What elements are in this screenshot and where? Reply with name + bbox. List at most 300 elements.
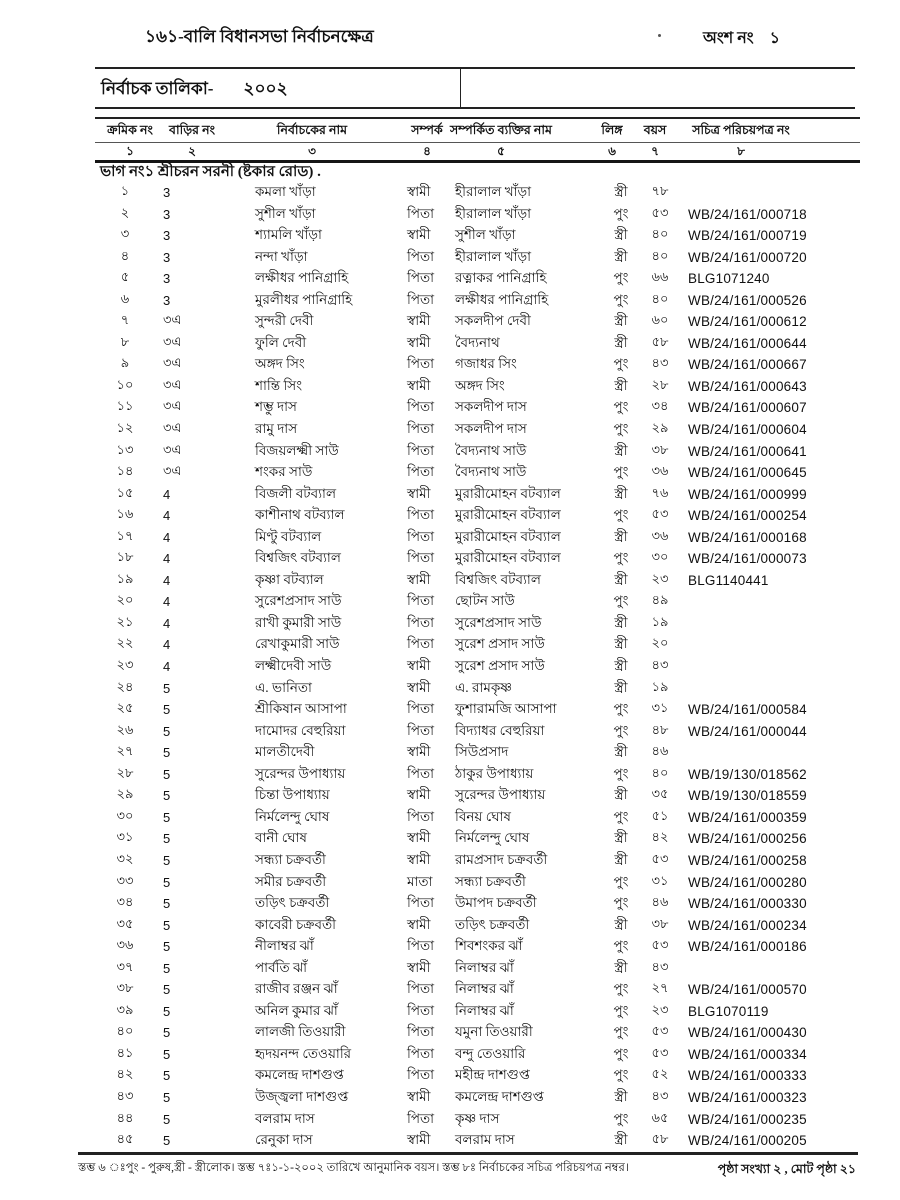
house-number-cell: 5 bbox=[163, 702, 171, 718]
age-cell: ৪০ bbox=[651, 226, 669, 242]
voter-row bbox=[95, 655, 860, 677]
epic-number-cell: WB/19/130/018559 bbox=[688, 788, 807, 804]
relative-name-cell: মুরারীমোহন বটব্যাল bbox=[455, 528, 561, 544]
relation-cell: স্বামী bbox=[407, 313, 431, 329]
serial-cell: ১৩ bbox=[116, 441, 134, 457]
voter-row bbox=[95, 181, 860, 203]
house-number-cell: 5 bbox=[163, 1133, 171, 1149]
house-number-cell: 3 bbox=[163, 228, 171, 244]
serial-cell: ৩৪ bbox=[116, 894, 134, 910]
relative-name-cell: বৈদ্যনাথ সাউ bbox=[455, 464, 527, 480]
sex-cell: পুং bbox=[613, 507, 629, 523]
relative-name-cell: বিশ্বজিৎ বটব্যাল bbox=[455, 571, 541, 587]
sex-cell: পুং bbox=[613, 291, 629, 307]
house-number-cell: 5 bbox=[163, 831, 171, 847]
house-number-cell: 5 bbox=[163, 1046, 171, 1062]
house-number-cell: 5 bbox=[163, 939, 171, 955]
serial-cell: ৪৪ bbox=[116, 1109, 134, 1125]
relation-cell: পিতা bbox=[407, 399, 435, 415]
sex-cell: পুং bbox=[613, 270, 629, 286]
elector-name-cell: লালজী তিওয়ারী bbox=[255, 1024, 346, 1040]
elector-name-cell: মুরলীধর পানিগ্রাহি bbox=[255, 291, 353, 307]
relative-name-cell: সিউপ্রসাদ bbox=[455, 744, 509, 760]
age-cell: ৬০ bbox=[651, 312, 669, 328]
sex-cell: স্ত্রী bbox=[614, 916, 628, 932]
age-cell: ৫৩ bbox=[651, 1023, 669, 1039]
house-number-cell: 5 bbox=[163, 745, 171, 761]
age-cell: ৪০ bbox=[651, 764, 669, 780]
elector-name-cell: শ্যামলি খাঁড়া bbox=[255, 227, 322, 243]
sex-cell: পুং bbox=[613, 722, 629, 738]
voter-row bbox=[95, 1108, 860, 1130]
age-cell: ২৩ bbox=[651, 1001, 669, 1017]
sex-cell: পুং bbox=[613, 1067, 629, 1083]
relation-cell: পিতা bbox=[407, 1045, 435, 1061]
relative-name-cell: সকলদীপ দাস bbox=[455, 421, 527, 437]
relative-name-cell: সন্ধ্যা চক্রবর্তী bbox=[455, 873, 526, 889]
voter-row bbox=[95, 418, 860, 440]
serial-cell: ২৯ bbox=[116, 786, 134, 802]
elector-name-cell: এ. ভানিতা bbox=[255, 679, 312, 695]
voter-row bbox=[95, 396, 860, 418]
voter-row bbox=[95, 698, 860, 720]
epic-number-cell: WB/24/161/000323 bbox=[688, 1089, 807, 1105]
relation-cell: পিতা bbox=[407, 528, 435, 544]
section-heading: ভাগ নং১ শ্রীচরন সরনী (ষ্টকার রোড) . bbox=[100, 164, 321, 180]
relation-cell: পিতা bbox=[407, 356, 435, 372]
part-number-label bbox=[703, 25, 780, 52]
sex-cell: স্ত্রী bbox=[614, 313, 628, 329]
elector-name-cell: লক্ষ্মীদেবী সাউ bbox=[255, 658, 332, 674]
voter-row bbox=[95, 353, 860, 375]
epic-number-cell: WB/24/161/000644 bbox=[688, 335, 807, 351]
age-cell: ৫৮ bbox=[651, 1131, 669, 1147]
voter-row bbox=[95, 1086, 860, 1108]
age-cell: ৪৩ bbox=[651, 958, 669, 974]
relative-name-cell: মুরারীমোহন বটব্যাল bbox=[455, 507, 561, 523]
voter-row bbox=[95, 569, 860, 591]
epic-number-cell: WB/24/161/000186 bbox=[688, 939, 807, 955]
serial-cell: ১ bbox=[120, 183, 130, 198]
voter-row bbox=[95, 677, 860, 699]
serial-cell: ২২ bbox=[116, 635, 134, 651]
relative-name-cell: উমাপদ চক্রবর্তী bbox=[455, 895, 537, 911]
house-number-cell: 5 bbox=[163, 723, 171, 739]
serial-cell: ৩৩ bbox=[116, 872, 134, 888]
epic-number-cell: WB/24/161/000612 bbox=[688, 314, 807, 330]
voter-row bbox=[95, 375, 860, 397]
relation-cell: পিতা bbox=[407, 722, 435, 738]
voter-row bbox=[95, 461, 860, 483]
voter-row bbox=[95, 978, 860, 1000]
house-number-cell: ৩এ bbox=[163, 420, 182, 436]
footer-notes: স্তম্ভ ৬ ঃপুং - পুরুষ,স্ত্রী - স্ত্রীলোক। স্তম্ভ ৭ঃ১-১-২০০২ তারিখে আনুমানিক বয়স। স্তম্ভ ৮ঃ নির্বাচকের সচিত্র পরিচয়পত্র নম্বর। bbox=[78, 1162, 629, 1174]
house-number-cell: 3 bbox=[163, 292, 171, 308]
epic-number-cell: WB/24/161/000330 bbox=[688, 896, 807, 912]
relation-cell: স্বামী bbox=[407, 377, 431, 393]
serial-cell: ৩২ bbox=[116, 850, 134, 866]
elector-name-cell: দামোদর বেহুরিয়া bbox=[255, 722, 346, 738]
house-number-cell: ৩এ bbox=[163, 312, 182, 328]
age-cell: ৪৬ bbox=[651, 743, 669, 759]
age-cell: ৪৮ bbox=[651, 721, 669, 737]
relation-cell: পিতা bbox=[407, 205, 435, 221]
relative-name-cell: সুরেশ প্রসাদ সাউ bbox=[455, 658, 545, 674]
serial-cell: ১১ bbox=[116, 398, 134, 414]
serial-cell: ১৫ bbox=[116, 484, 134, 500]
relative-name-cell: রত্নাকর পানিগ্রাহি bbox=[455, 270, 547, 286]
relative-name-cell: মহীন্দ্র দাশগুপ্ত bbox=[455, 1067, 530, 1083]
relative-name-cell: বৈদ্যনাথ bbox=[455, 334, 500, 350]
column-number-3: ৩ bbox=[308, 144, 316, 158]
roll-title-box bbox=[95, 67, 855, 109]
column-header-6: লিঙ্গ bbox=[601, 123, 623, 137]
relative-name-cell: বন্দু তেওয়ারি bbox=[455, 1045, 526, 1061]
age-cell: ১৯ bbox=[651, 678, 669, 694]
column-number-7: ৭ bbox=[651, 144, 659, 158]
serial-cell: ৪৩ bbox=[116, 1087, 134, 1103]
house-number-cell: 4 bbox=[163, 637, 171, 653]
age-cell: ৪২ bbox=[651, 829, 669, 845]
epic-number-cell: WB/24/161/000999 bbox=[688, 486, 807, 502]
age-cell: ৪০ bbox=[651, 290, 669, 306]
serial-cell: ২০ bbox=[116, 592, 134, 608]
relation-cell: পিতা bbox=[407, 442, 435, 458]
serial-cell: ৯ bbox=[120, 355, 130, 371]
age-cell: ১৯ bbox=[651, 613, 669, 629]
house-number-cell: 5 bbox=[163, 1025, 171, 1041]
elector-name-cell: রাখী কুমারী সাউ bbox=[255, 614, 342, 630]
table-header-labels-row bbox=[95, 119, 860, 143]
sex-cell: পুং bbox=[613, 464, 629, 480]
sex-cell: স্ত্রী bbox=[614, 658, 628, 674]
serial-cell: ১৯ bbox=[116, 570, 134, 586]
house-number-cell: 5 bbox=[163, 982, 171, 998]
elector-name-cell: বলরাম দাস bbox=[255, 1110, 315, 1126]
sex-cell: স্ত্রী bbox=[614, 442, 628, 458]
elector-name-cell: পার্বতি ঝাঁ bbox=[255, 959, 308, 975]
relative-name-cell: নিলাম্বর ঝাঁ bbox=[455, 981, 514, 997]
relative-name-cell: হীরালাল খাঁড়া bbox=[455, 248, 532, 264]
age-cell: ২৭ bbox=[651, 980, 669, 996]
relative-name-cell: সুরেশপ্রসাদ সাউ bbox=[455, 614, 542, 630]
relation-cell: পিতা bbox=[407, 938, 435, 954]
relative-name-cell: অঙ্গদ সিং bbox=[455, 377, 505, 393]
voter-row bbox=[95, 590, 860, 612]
elector-name-cell: উজ্জ্বলা দাশগুপ্ত bbox=[255, 1088, 349, 1104]
elector-name-cell: সুরেশপ্রসাদ সাউ bbox=[255, 593, 342, 609]
serial-cell: ৪ bbox=[120, 247, 130, 263]
column-header-5: সম্পর্কিত ব্যক্তির নাম bbox=[450, 123, 552, 137]
relation-cell: স্বামী bbox=[407, 679, 431, 695]
voter-row bbox=[95, 1129, 860, 1151]
serial-cell: ৪২ bbox=[116, 1066, 134, 1082]
voter-row bbox=[95, 504, 860, 526]
house-number-cell: ৩এ bbox=[163, 355, 182, 371]
epic-number-cell: WB/24/161/000234 bbox=[688, 917, 807, 933]
serial-cell: ১৭ bbox=[116, 527, 134, 543]
sex-cell: পুং bbox=[613, 701, 629, 717]
relation-cell: স্বামী bbox=[407, 1132, 431, 1148]
epic-number-cell: WB/24/161/000334 bbox=[688, 1046, 807, 1062]
elector-name-cell: ফুলি দেবী bbox=[255, 334, 307, 350]
relative-name-cell: কমলেন্দ্র দাশগুপ্ত bbox=[455, 1088, 544, 1104]
voter-row bbox=[95, 806, 860, 828]
voter-row bbox=[95, 1043, 860, 1065]
serial-cell: ১৬ bbox=[116, 506, 134, 522]
serial-cell: ৩৮ bbox=[116, 980, 134, 996]
page-footer bbox=[78, 1159, 858, 1181]
age-cell: ৫৩ bbox=[651, 204, 669, 220]
relation-cell: স্বামী bbox=[407, 830, 431, 846]
relation-cell: পিতা bbox=[407, 270, 435, 286]
epic-number-cell: BLG1140441 bbox=[688, 572, 769, 588]
relative-name-cell: গজাধর সিং bbox=[455, 356, 517, 372]
serial-cell: ৩৬ bbox=[116, 937, 134, 953]
house-number-cell: 3 bbox=[163, 271, 171, 287]
voter-row bbox=[95, 547, 860, 569]
voter-row bbox=[95, 849, 860, 871]
elector-name-cell: রাজীব রঞ্জন ঝাঁ bbox=[255, 981, 338, 997]
epic-number-cell: WB/24/161/000645 bbox=[688, 465, 807, 481]
relative-name-cell: মুরারীমোহন বটব্যাল bbox=[455, 550, 561, 566]
relation-cell: স্বামী bbox=[407, 1088, 431, 1104]
house-number-cell: 5 bbox=[163, 766, 171, 782]
voter-row bbox=[95, 440, 860, 462]
voter-row bbox=[95, 871, 860, 893]
age-cell: ৫২ bbox=[651, 1066, 669, 1082]
age-cell: ২৯ bbox=[651, 420, 669, 436]
voter-row bbox=[95, 612, 860, 634]
relative-name-cell: সুশীল খাঁড়া bbox=[455, 227, 516, 243]
column-number-6: ৬ bbox=[608, 144, 616, 158]
age-cell: ৬৬ bbox=[651, 269, 669, 285]
elector-name-cell: রেনুকা দাস bbox=[255, 1132, 313, 1148]
relation-cell: পিতা bbox=[407, 1067, 435, 1083]
column-number-2: ২ bbox=[188, 144, 196, 158]
age-cell: ৫৩ bbox=[651, 937, 669, 953]
relation-cell: স্বামী bbox=[407, 227, 431, 243]
page-number-info: পৃষ্ঠা সংখ্যা ২ , মোট পৃষ্ঠা ২১ bbox=[717, 1162, 856, 1176]
sex-cell: পুং bbox=[613, 593, 629, 609]
epic-number-cell: WB/24/161/000168 bbox=[688, 529, 807, 545]
voter-row bbox=[95, 483, 860, 505]
serial-cell: ৩৫ bbox=[116, 915, 134, 931]
constituency-title: ১৬১-বালি বিধানসভা নির্বাচনক্ষেত্র bbox=[145, 27, 374, 46]
house-number-cell: 4 bbox=[163, 594, 171, 610]
age-cell: ৩০ bbox=[651, 549, 669, 565]
serial-cell: ২৬ bbox=[116, 721, 134, 737]
age-cell: ৪৩ bbox=[651, 1087, 669, 1103]
relation-cell: স্বামী bbox=[407, 485, 431, 501]
epic-number-cell: WB/24/161/000667 bbox=[688, 357, 807, 373]
column-header-3: নির্বাচকের নাম bbox=[276, 123, 348, 137]
elector-name-cell: কাশীনাথ বটব্যাল bbox=[255, 507, 345, 523]
house-number-cell: 3 bbox=[163, 206, 171, 222]
part-number-value: ১ bbox=[769, 30, 781, 47]
relation-cell: পিতা bbox=[407, 636, 435, 652]
house-number-cell: 5 bbox=[163, 1111, 171, 1127]
relation-cell: পিতা bbox=[407, 1002, 435, 1018]
column-header-7: বয়স bbox=[643, 123, 667, 137]
relation-cell: পিতা bbox=[407, 550, 435, 566]
sex-cell: পুং bbox=[613, 765, 629, 781]
house-number-cell: 3 bbox=[163, 185, 171, 200]
sex-cell: স্ত্রী bbox=[614, 744, 628, 760]
voter-row bbox=[95, 633, 860, 655]
elector-name-cell: লক্ষীধর পানিগ্রাহি bbox=[255, 270, 349, 286]
roll-year: ২০০২ bbox=[243, 79, 288, 98]
relative-name-cell: হীরালাল খাঁড়া bbox=[455, 184, 532, 199]
age-cell: ৭৮ bbox=[651, 183, 669, 198]
elector-name-cell: বিজলী বটব্যাল bbox=[255, 485, 337, 501]
sex-cell: স্ত্রী bbox=[614, 787, 628, 803]
voter-row bbox=[95, 289, 860, 311]
relation-cell: স্বামী bbox=[407, 184, 431, 199]
relation-cell: পিতা bbox=[407, 248, 435, 264]
house-number-cell: 4 bbox=[163, 529, 171, 545]
elector-name-cell: তড়িৎ চক্রবর্তী bbox=[255, 895, 330, 911]
relation-cell: পিতা bbox=[407, 421, 435, 437]
serial-cell: ২৭ bbox=[116, 743, 134, 759]
epic-number-cell: WB/24/161/000641 bbox=[688, 443, 807, 459]
column-header-8: সচিত্র পরিচয়পত্র নং bbox=[692, 123, 790, 137]
age-cell: ৩৬ bbox=[651, 527, 669, 543]
elector-name-cell: অনিল কুমার ঝাঁ bbox=[255, 1002, 338, 1018]
relation-cell: পিতা bbox=[407, 701, 435, 717]
elector-name-cell: রেখাকুমারী সাউ bbox=[255, 636, 340, 652]
relative-name-cell: হীরালাল খাঁড়া bbox=[455, 205, 532, 221]
relative-name-cell: তড়িৎ চক্রবর্তী bbox=[455, 916, 530, 932]
elector-name-cell: সুশীল খাঁড়া bbox=[255, 205, 316, 221]
elector-name-cell: সুরেন্দর উপাধ্যায় bbox=[255, 765, 346, 781]
sex-cell: পুং bbox=[613, 1024, 629, 1040]
elector-name-cell: শান্তি সিং bbox=[255, 377, 303, 393]
epic-number-cell: WB/24/161/000430 bbox=[688, 1025, 807, 1041]
sex-cell: পুং bbox=[613, 205, 629, 221]
serial-cell: ৩৭ bbox=[116, 958, 134, 974]
serial-cell: ৪০ bbox=[116, 1023, 134, 1039]
house-number-cell: ৩এ bbox=[163, 441, 182, 457]
sex-cell: পুং bbox=[613, 399, 629, 415]
relative-name-cell: বলরাম দাস bbox=[455, 1132, 515, 1148]
epic-number-cell: WB/24/161/000526 bbox=[688, 292, 807, 308]
sex-cell: স্ত্রী bbox=[614, 184, 628, 199]
relation-cell: পিতা bbox=[407, 464, 435, 480]
column-header-1: ক্রমিক নং bbox=[107, 123, 153, 137]
table-header bbox=[95, 117, 860, 163]
serial-cell: ৬ bbox=[120, 290, 130, 306]
column-header-4: সম্পর্ক bbox=[411, 123, 443, 137]
house-number-cell: ৩এ bbox=[163, 333, 182, 349]
elector-name-cell: সমীর চক্রবর্তী bbox=[255, 873, 327, 889]
age-cell: ৭৬ bbox=[651, 484, 669, 500]
voter-row bbox=[95, 1000, 860, 1022]
relation-cell: স্বামী bbox=[407, 959, 431, 975]
serial-cell: ৩৯ bbox=[116, 1001, 134, 1017]
house-number-cell: 5 bbox=[163, 917, 171, 933]
sex-cell: পুং bbox=[613, 356, 629, 372]
epic-number-cell: WB/24/161/000570 bbox=[688, 982, 807, 998]
voter-row bbox=[95, 1021, 860, 1043]
age-cell: ২৩ bbox=[651, 570, 669, 586]
relative-name-cell: রামপ্রসাদ চক্রবর্তী bbox=[455, 851, 548, 867]
epic-number-cell: WB/24/161/000607 bbox=[688, 400, 807, 416]
voter-row bbox=[95, 1064, 860, 1086]
age-cell: ২৮ bbox=[651, 376, 669, 392]
elector-name-cell: বানী ঘোষ bbox=[255, 830, 307, 846]
elector-name-cell: রামু দাস bbox=[255, 421, 298, 437]
age-cell: ৪৩ bbox=[651, 657, 669, 673]
relation-cell: স্বামী bbox=[407, 571, 431, 587]
sex-cell: পুং bbox=[613, 421, 629, 437]
voter-row bbox=[95, 720, 860, 742]
relative-name-cell: ফুশারামজি আসাপা bbox=[455, 701, 557, 717]
house-number-cell: 4 bbox=[163, 572, 171, 588]
column-number-8: ৮ bbox=[737, 144, 745, 158]
house-number-cell: 5 bbox=[163, 896, 171, 912]
serial-cell: ৩০ bbox=[116, 807, 134, 823]
relative-name-cell: শিবশংকর ঝাঁ bbox=[455, 938, 523, 954]
sex-cell: পুং bbox=[613, 873, 629, 889]
house-number-cell: 4 bbox=[163, 615, 171, 631]
serial-cell: ১০ bbox=[116, 376, 134, 392]
sex-cell: স্ত্রী bbox=[614, 334, 628, 350]
roll-title-text: নির্বাচক তালিকা- bbox=[101, 79, 214, 98]
relation-cell: পিতা bbox=[407, 895, 435, 911]
sex-cell: পুং bbox=[613, 808, 629, 824]
age-cell: ৫৩ bbox=[651, 1044, 669, 1060]
relative-name-cell: মুরারীমোহন বটব্যাল bbox=[455, 485, 561, 501]
age-cell: ৫৩ bbox=[651, 506, 669, 522]
relation-cell: পিতা bbox=[407, 1024, 435, 1040]
elector-name-cell: সন্ধ্যা চক্রবর্তী bbox=[255, 851, 326, 867]
house-number-cell: 5 bbox=[163, 852, 171, 868]
sex-cell: স্ত্রী bbox=[614, 959, 628, 975]
voter-row bbox=[95, 332, 860, 354]
sex-cell: স্ত্রী bbox=[614, 227, 628, 243]
serial-cell: ৪৫ bbox=[116, 1131, 134, 1147]
relative-name-cell: এ. রামকৃষ্ণ bbox=[455, 679, 513, 695]
voter-row bbox=[95, 246, 860, 268]
voter-row bbox=[95, 892, 860, 914]
sex-cell: পুং bbox=[613, 1110, 629, 1126]
relative-name-cell: বৈদ্যনাথ সাউ bbox=[455, 442, 527, 458]
relation-cell: স্বামী bbox=[407, 916, 431, 932]
voter-row bbox=[95, 310, 860, 332]
relation-cell: স্বামী bbox=[407, 744, 431, 760]
epic-number-cell: WB/24/161/000235 bbox=[688, 1111, 807, 1127]
age-cell: ৩১ bbox=[651, 700, 669, 716]
elector-name-cell: চিন্তা উপাধ্যায় bbox=[255, 787, 330, 803]
house-number-cell: 3 bbox=[163, 249, 171, 265]
relation-cell: পিতা bbox=[407, 291, 435, 307]
voter-row bbox=[95, 827, 860, 849]
age-cell: ৫৮ bbox=[651, 333, 669, 349]
relation-cell: পিতা bbox=[407, 593, 435, 609]
elector-name-cell: শম্ভু দাস bbox=[255, 399, 297, 415]
sex-cell: পুং bbox=[613, 1002, 629, 1018]
relation-cell: পিতা bbox=[407, 981, 435, 997]
voter-row bbox=[95, 224, 860, 246]
epic-number-cell: WB/24/161/000584 bbox=[688, 702, 807, 718]
sex-cell: স্ত্রী bbox=[614, 636, 628, 652]
voter-row bbox=[95, 914, 860, 936]
footer-rule bbox=[78, 1152, 858, 1155]
serial-cell: ১৮ bbox=[116, 549, 134, 565]
serial-cell: ২ bbox=[120, 204, 130, 220]
epic-number-cell: WB/24/161/000359 bbox=[688, 809, 807, 825]
